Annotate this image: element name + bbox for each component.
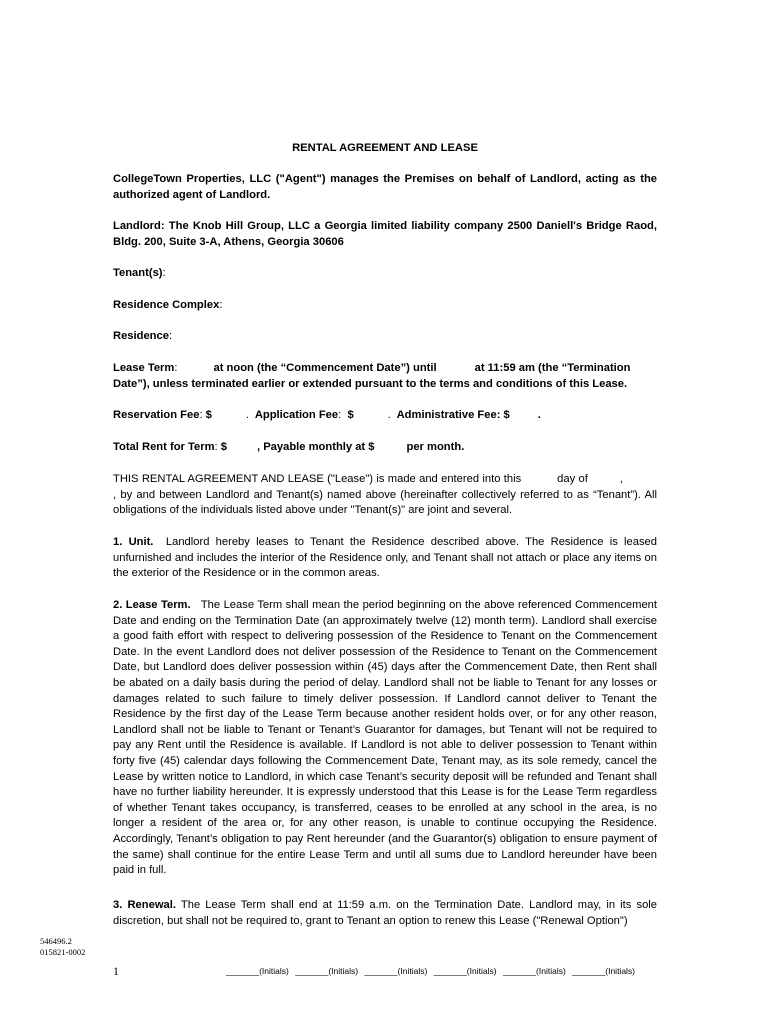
section-unit-heading: 1. Unit. [113,536,154,548]
tenants-line: Tenant(s): [113,267,166,279]
payable-monthly-text: , Payable monthly at $ [256,441,375,453]
document-id: 546496.2 [40,936,72,946]
residence-complex-line: Residence Complex: [113,299,223,311]
section-renewal-text: The Lease Term shall end at 11:59 a.m. on the Termination Date. Landlord may, in its sole discretion, but shall not be required to, grant to Tenant an option to renew this Lease ("Renewal Option") [113,899,658,927]
residence-complex-label: Residence Complex [113,299,220,311]
lease-term-termination-text: at 11:59 am (the “Termination Date”), unless terminated earlier or extended pursuant to the terms and conditions of this Lease. [113,362,631,390]
initials-field[interactable]: _______(Initials) [433,966,497,976]
initials-field[interactable]: _______(Initials) [226,966,289,976]
section-lease-term-text: The Lease Term shall mean the period beginning on the above referenced Commencement Date and ending on the Termination Date (an approximately twelve (12) month term). Landlord shall exercise a good faith effort with respect to delivering possession of the Residence to Tenant on the Commencement Date. In the event Landlord does not deliver possession of the Residence to Tenant on the Commencement Date, but Landlord does deliver possession within (45) days after the Commencement Date, then Rent shall be abated on a daily basis during the period of delay. Landlord shall not be liable to Tenant for any losses or damages related to such failure to timely deliver possession. If Landlord cannot deliver to Tenant the Residence by the first day of the Lease Term because another resident holds over, or for any other reason, Landlord shall not be liable to Tenant or Tenant’s Guarantor for damages, but Tenant will not be required to pay any Rent until the Residence is available. If Landlord is not able to deliver possession to Tenant within forty five (45) calendar days following the Commencement Date, Tenant may, as its sole remedy, cancel the Lease by written notice to Landlord, in which case Tenant’s security deposit will be refunded and Tenant shall have no further liability hereunder. It is expressly understood that this Lease is for the Lease Term regardless of whether Tenant takes occupancy, is transferred, ceases to be enrolled at any school in the area, is no longer a resident of the area or, for any other reason, is unable to continue occupying the Residence. Accordingly, Tenant’s obligation to pay Rent hereunder (and the Guarantor(s) obligation to ensure payment of the same) shall continue for the entire Lease Term and until all sums due to Landlord hereunder have been paid in full. [113,599,658,877]
agent-paragraph: CollegeTown Properties, LLC ("Agent") manages the Premises on behalf of Landlord, acting as the authorized agent of Landlord. [113,173,657,201]
intro-text-start: THIS RENTAL AGREEMENT AND LEASE ("Lease") is made and entered into this [113,473,522,485]
residence-label: Residence [113,330,169,342]
document-identifiers [40,936,85,958]
reservation-fee-sign: $ [205,409,212,421]
tenants-label: Tenant(s) [113,267,163,279]
reservation-fee-label: Reservation Fee [113,409,200,421]
document-code: 015821-0002 [40,947,86,957]
section-renewal [113,898,657,929]
section-renewal-heading: 3. Renewal. [113,899,176,911]
rent-line: Total Rent for Term: $ , Payable monthly at $ per month. [113,441,465,453]
application-fee-label: Application Fee [254,409,339,421]
section-unit [113,535,657,582]
initials-field[interactable]: _______(Initials) [295,966,359,976]
lease-term-commencement-text: at noon (the “Commencement Date”) until [213,362,437,374]
document-title: RENTAL AGREEMENT AND LEASE [292,142,478,154]
initials-field[interactable]: _______(Initials) [572,966,636,976]
application-fee-sign: $ [347,409,354,421]
intro-paragraph: THIS RENTAL AGREEMENT AND LEASE ("Lease") is made and entered into this day of ,, by and between Landlord and Tenant(s) named above (hereinafter collectively referred to as “Tenant”). All obligations of the individuals listed above under "Tenant(s)" are joint and several. [113,473,657,517]
section-unit-text: Landlord hereby leases to Tenant the Residence described above. The Residence is leased unfurnished and includes the interior of the Residence only, and Tenant shall not attach or place any items on the exterior of the Residence or in the common areas. [113,536,657,580]
total-rent-label: Total Rent for Term [113,441,215,453]
residence-line: Residence: [113,330,173,342]
per-month-text: per month. [406,441,465,453]
initials-field[interactable]: _______(Initials) [364,966,428,976]
intro-text-rest: by and between Landlord and Tenant(s) named above (hereinafter collectively referred to as “Tenant”). All obligations of the individuals listed above under "Tenant(s)" are joint and several. [113,488,657,517]
section-lease-term [113,598,657,879]
lease-term-label: Lease Term [113,362,175,374]
administrative-fee-label: Administrative Fee: $ [396,409,510,421]
lease-term-paragraph: Lease Term: at noon (the “Commencement Date”) until at 11:59 am (the “Termination Date”), unless terminated earlier or extended pursuant to the terms and conditions of this Lease. [113,362,631,390]
intro-day-of: day of [557,473,588,485]
initials-field[interactable]: _______(Initials) [502,966,566,976]
total-rent-sign: $ [220,441,227,453]
landlord-paragraph: Landlord: The Knob Hill Group, LLC a Georgia limited liability company 2500 Daniell's Bridge Raod, Bldg. 200, Suite 3-A, Athens, Georgia 30606 [113,220,657,248]
section-lease-term-heading: 2. Lease Term. [113,599,191,611]
page-number: 1 [113,964,119,978]
initials-line [226,964,639,980]
fees-line: Reservation Fee: $ . Application Fee: $ . Administrative Fee: $ . [113,409,541,421]
